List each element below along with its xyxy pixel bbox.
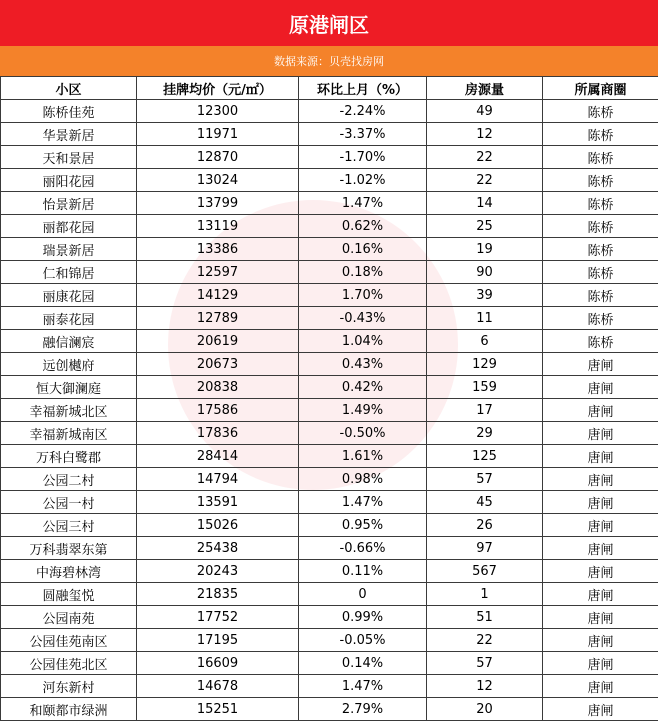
avg-price-cell: 25438	[137, 537, 299, 560]
community-cell: 华景新居	[1, 123, 137, 146]
community-cell: 公园南苑	[1, 606, 137, 629]
header-business-area: 所属商圈	[543, 77, 658, 100]
mom-change-cell: 0.98%	[299, 468, 427, 491]
avg-price-cell: 21835	[137, 583, 299, 606]
business-area-cell: 唐闸	[543, 606, 658, 629]
mom-change-cell: 0.42%	[299, 376, 427, 399]
community-cell: 中海碧林湾	[1, 560, 137, 583]
table-row	[1, 629, 658, 652]
avg-price-cell: 20838	[137, 376, 299, 399]
community-cell: 天和景居	[1, 146, 137, 169]
page-title: 原港闸区	[0, 0, 658, 46]
business-area-cell: 陈桥	[543, 238, 658, 261]
listing-count-cell: 22	[427, 146, 543, 169]
community-cell: 公园三村	[1, 514, 137, 537]
table-row	[1, 307, 658, 330]
mom-change-cell: -1.70%	[299, 146, 427, 169]
business-area-cell: 陈桥	[543, 215, 658, 238]
table-row	[1, 468, 658, 491]
avg-price-cell: 15251	[137, 698, 299, 721]
business-area-cell: 陈桥	[543, 100, 658, 123]
avg-price-cell: 17836	[137, 422, 299, 445]
avg-price-cell: 13024	[137, 169, 299, 192]
table-row	[1, 284, 658, 307]
avg-price-cell: 11971	[137, 123, 299, 146]
data-source-note: 数据来源：贝壳找房网	[0, 46, 658, 76]
business-area-cell: 陈桥	[543, 330, 658, 353]
mom-change-cell: 0.14%	[299, 652, 427, 675]
mom-change-cell: 1.70%	[299, 284, 427, 307]
business-area-cell: 唐闸	[543, 353, 658, 376]
table-row	[1, 146, 658, 169]
table-row	[1, 192, 658, 215]
avg-price-cell: 20619	[137, 330, 299, 353]
table-row	[1, 399, 658, 422]
community-cell: 丽阳花园	[1, 169, 137, 192]
listing-count-cell: 12	[427, 675, 543, 698]
mom-change-cell: -0.50%	[299, 422, 427, 445]
mom-change-cell: 0.16%	[299, 238, 427, 261]
avg-price-cell: 20243	[137, 560, 299, 583]
table-row	[1, 606, 658, 629]
listing-count-cell: 25	[427, 215, 543, 238]
avg-price-cell: 17195	[137, 629, 299, 652]
listing-count-cell: 22	[427, 629, 543, 652]
listing-count-cell: 17	[427, 399, 543, 422]
business-area-cell: 陈桥	[543, 261, 658, 284]
header-community: 小区	[1, 77, 137, 100]
mom-change-cell: 0.95%	[299, 514, 427, 537]
table-row	[1, 100, 658, 123]
community-cell: 幸福新城南区	[1, 422, 137, 445]
mom-change-cell: -2.24%	[299, 100, 427, 123]
community-cell: 丽泰花园	[1, 307, 137, 330]
business-area-cell: 唐闸	[543, 376, 658, 399]
mom-change-cell: 1.04%	[299, 330, 427, 353]
mom-change-cell: -3.37%	[299, 123, 427, 146]
listing-count-cell: 129	[427, 353, 543, 376]
price-table	[0, 76, 658, 721]
community-cell: 圆融玺悦	[1, 583, 137, 606]
business-area-cell: 唐闸	[543, 399, 658, 422]
community-cell: 怡景新居	[1, 192, 137, 215]
table-row	[1, 353, 658, 376]
table-header-row	[1, 77, 658, 100]
community-cell: 万科白鹭郡	[1, 445, 137, 468]
community-cell: 融信澜宸	[1, 330, 137, 353]
avg-price-cell: 20673	[137, 353, 299, 376]
avg-price-cell: 15026	[137, 514, 299, 537]
business-area-cell: 唐闸	[543, 629, 658, 652]
mom-change-cell: -0.05%	[299, 629, 427, 652]
avg-price-cell: 28414	[137, 445, 299, 468]
business-area-cell: 陈桥	[543, 192, 658, 215]
listing-count-cell: 26	[427, 514, 543, 537]
table-row	[1, 675, 658, 698]
mom-change-cell: 2.79%	[299, 698, 427, 721]
business-area-cell: 陈桥	[543, 146, 658, 169]
business-area-cell: 唐闸	[543, 652, 658, 675]
community-cell: 公园二村	[1, 468, 137, 491]
community-cell: 幸福新城北区	[1, 399, 137, 422]
table-row	[1, 123, 658, 146]
listing-count-cell: 567	[427, 560, 543, 583]
listing-count-cell: 125	[427, 445, 543, 468]
community-cell: 公园佳苑南区	[1, 629, 137, 652]
mom-change-cell: 1.47%	[299, 491, 427, 514]
business-area-cell: 唐闸	[543, 491, 658, 514]
business-area-cell: 唐闸	[543, 560, 658, 583]
avg-price-cell: 13119	[137, 215, 299, 238]
table-row	[1, 583, 658, 606]
mom-change-cell: 1.49%	[299, 399, 427, 422]
community-cell: 河东新村	[1, 675, 137, 698]
community-cell: 和颐都市绿洲	[1, 698, 137, 721]
avg-price-cell: 13799	[137, 192, 299, 215]
table-row	[1, 422, 658, 445]
community-cell: 万科翡翠东第	[1, 537, 137, 560]
mom-change-cell: 0.62%	[299, 215, 427, 238]
mom-change-cell: 0.11%	[299, 560, 427, 583]
community-cell: 丽康花园	[1, 284, 137, 307]
table-row	[1, 560, 658, 583]
listing-count-cell: 97	[427, 537, 543, 560]
table-row	[1, 537, 658, 560]
business-area-cell: 唐闸	[543, 468, 658, 491]
mom-change-cell: 0.43%	[299, 353, 427, 376]
mom-change-cell: 0.18%	[299, 261, 427, 284]
business-area-cell: 陈桥	[543, 284, 658, 307]
mom-change-cell: 0.99%	[299, 606, 427, 629]
listing-count-cell: 22	[427, 169, 543, 192]
listing-count-cell: 57	[427, 652, 543, 675]
avg-price-cell: 14129	[137, 284, 299, 307]
business-area-cell: 陈桥	[543, 123, 658, 146]
avg-price-cell: 12789	[137, 307, 299, 330]
table-body	[1, 100, 658, 721]
listing-count-cell: 11	[427, 307, 543, 330]
avg-price-cell: 12870	[137, 146, 299, 169]
listing-count-cell: 51	[427, 606, 543, 629]
table-row	[1, 376, 658, 399]
business-area-cell: 唐闸	[543, 583, 658, 606]
listing-count-cell: 14	[427, 192, 543, 215]
table-row	[1, 652, 658, 675]
table-row	[1, 491, 658, 514]
listing-count-cell: 57	[427, 468, 543, 491]
avg-price-cell: 14794	[137, 468, 299, 491]
listing-count-cell: 19	[427, 238, 543, 261]
business-area-cell: 唐闸	[543, 514, 658, 537]
mom-change-cell: 1.47%	[299, 192, 427, 215]
community-cell: 远创樾府	[1, 353, 137, 376]
mom-change-cell: 1.61%	[299, 445, 427, 468]
table-row	[1, 445, 658, 468]
listing-count-cell: 20	[427, 698, 543, 721]
mom-change-cell: -0.66%	[299, 537, 427, 560]
mom-change-cell: -0.43%	[299, 307, 427, 330]
business-area-cell: 唐闸	[543, 675, 658, 698]
header-listing-count: 房源量	[427, 77, 543, 100]
avg-price-cell: 13386	[137, 238, 299, 261]
listing-count-cell: 29	[427, 422, 543, 445]
listing-count-cell: 1	[427, 583, 543, 606]
avg-price-cell: 13591	[137, 491, 299, 514]
header-avg-price: 挂牌均价（元/㎡）	[137, 77, 299, 100]
business-area-cell: 唐闸	[543, 537, 658, 560]
listing-count-cell: 45	[427, 491, 543, 514]
business-area-cell: 陈桥	[543, 307, 658, 330]
community-cell: 丽都花园	[1, 215, 137, 238]
business-area-cell: 陈桥	[543, 169, 658, 192]
community-cell: 公园佳苑北区	[1, 652, 137, 675]
community-cell: 瑞景新居	[1, 238, 137, 261]
business-area-cell: 唐闸	[543, 445, 658, 468]
avg-price-cell: 12597	[137, 261, 299, 284]
mom-change-cell: 0	[299, 583, 427, 606]
business-area-cell: 唐闸	[543, 422, 658, 445]
avg-price-cell: 14678	[137, 675, 299, 698]
table-row	[1, 238, 658, 261]
community-cell: 恒大御澜庭	[1, 376, 137, 399]
table-row	[1, 698, 658, 721]
listing-count-cell: 159	[427, 376, 543, 399]
table-row	[1, 215, 658, 238]
table-row	[1, 261, 658, 284]
listing-count-cell: 49	[427, 100, 543, 123]
avg-price-cell: 16609	[137, 652, 299, 675]
business-area-cell: 唐闸	[543, 698, 658, 721]
community-cell: 陈桥佳苑	[1, 100, 137, 123]
listing-count-cell: 12	[427, 123, 543, 146]
table-row	[1, 169, 658, 192]
mom-change-cell: -1.02%	[299, 169, 427, 192]
table-row	[1, 330, 658, 353]
table-row	[1, 514, 658, 537]
listing-count-cell: 6	[427, 330, 543, 353]
avg-price-cell: 12300	[137, 100, 299, 123]
avg-price-cell: 17586	[137, 399, 299, 422]
header-mom-change: 环比上月（%）	[299, 77, 427, 100]
avg-price-cell: 17752	[137, 606, 299, 629]
listing-count-cell: 90	[427, 261, 543, 284]
community-cell: 公园一村	[1, 491, 137, 514]
mom-change-cell: 1.47%	[299, 675, 427, 698]
community-cell: 仁和锦居	[1, 261, 137, 284]
listing-count-cell: 39	[427, 284, 543, 307]
